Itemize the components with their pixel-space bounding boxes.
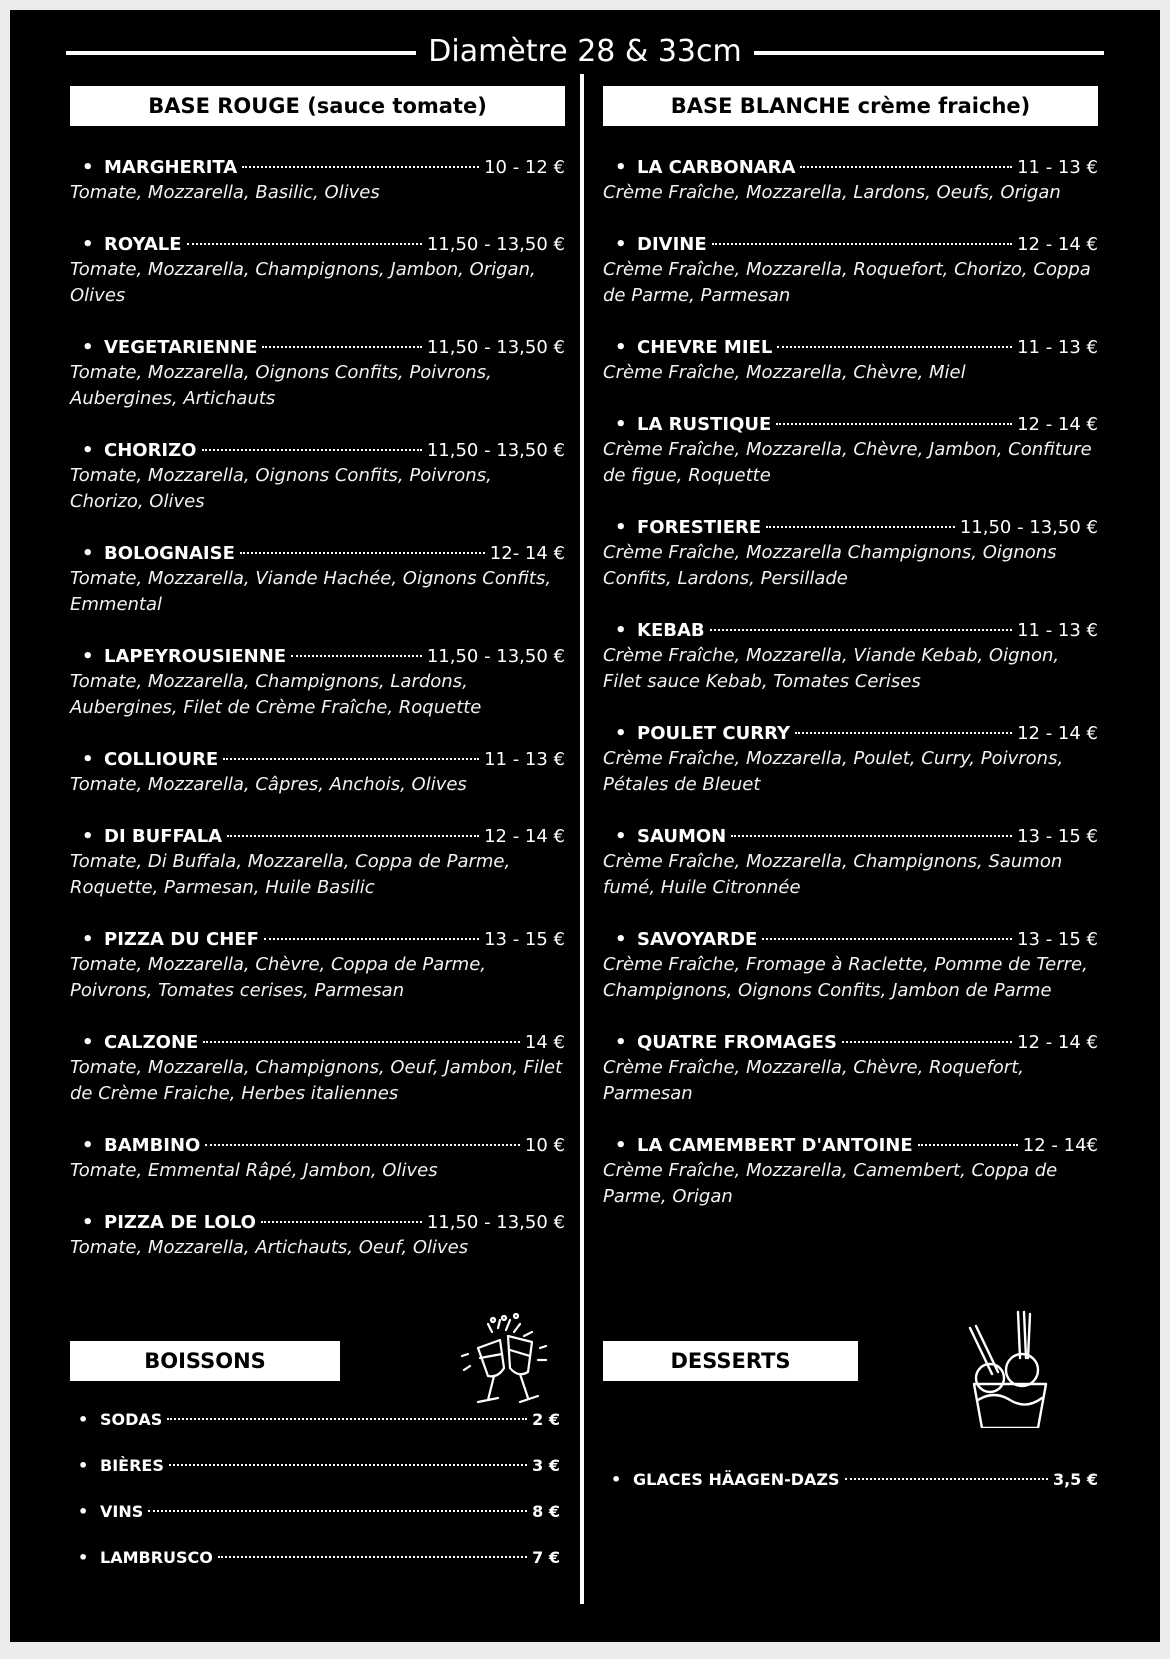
menu-item-header <box>70 748 565 772</box>
item-name: SAVOYARDE <box>637 929 758 950</box>
menu-page <box>10 10 1160 1642</box>
menu-item <box>70 1456 560 1502</box>
item-name: BIÈRES <box>100 1456 164 1475</box>
bullet: • <box>82 157 94 178</box>
champagne-toast-icon <box>448 1310 560 1426</box>
menu-item <box>70 439 565 515</box>
item-description: Tomate, Mozzarella, Chèvre, Coppa de Parme, Poivrons, Tomates cerises, Parmesan <box>70 954 486 1001</box>
item-name: BOLOGNAISE <box>104 543 235 564</box>
menu-item <box>70 645 565 721</box>
leader-dots <box>167 1418 527 1420</box>
bullet: • <box>82 1135 94 1156</box>
leader-dots <box>262 346 421 348</box>
item-name: LA CARBONARA <box>637 157 796 178</box>
menu-item <box>70 156 565 206</box>
menu-item <box>70 542 565 618</box>
menu-item-header <box>603 336 1098 360</box>
leader-dots <box>223 758 479 760</box>
item-description: Tomate, Di Buffala, Mozzarella, Coppa de Parme, Roquette, Parmesan, Huile Basilic <box>70 851 511 898</box>
item-price: 13 - 15 € <box>1017 826 1098 847</box>
leader-dots <box>777 346 1012 348</box>
bullet: • <box>78 1548 89 1567</box>
menu-item-header <box>70 542 565 566</box>
item-description: Crème Fraîche, Mozzarella, Lardons, Oeufs, Origan <box>603 182 1061 203</box>
bullet: • <box>615 157 627 178</box>
menu-item-header <box>70 233 565 257</box>
menu-item-header <box>603 928 1098 952</box>
item-price: 3 € <box>532 1456 560 1475</box>
leader-dots <box>776 423 1012 425</box>
item-description: Tomate, Mozzarella, Viande Hachée, Oignons Confits, Emmental <box>70 568 552 615</box>
bullet: • <box>78 1410 89 1429</box>
menu-item <box>70 233 565 309</box>
item-name: QUATRE FROMAGES <box>637 1032 837 1053</box>
item-name: POULET CURRY <box>637 723 791 744</box>
item-description: Crème Fraîche, Fromage à Raclette, Pomme de Terre, Champignons, Oignons Confits, Jambon de Parme <box>603 954 1088 1001</box>
bullet: • <box>82 234 94 255</box>
item-description: Tomate, Mozzarella, Oignons Confits, Poivrons, Aubergines, Artichauts <box>70 362 492 409</box>
menu-item-header <box>603 156 1098 180</box>
menu-item-header <box>70 928 565 952</box>
item-description: Tomate, Mozzarella, Artichauts, Oeuf, Olives <box>70 1237 469 1258</box>
menu-item <box>70 1410 560 1456</box>
item-description: Crème Fraîche, Mozzarella, Chèvre, Jambon, Confiture de figue, Roquette <box>603 439 1092 486</box>
item-description: Tomate, Mozzarella, Champignons, Oeuf, Jambon, Filet de Crème Fraiche, Herbes italiennes <box>70 1057 563 1104</box>
item-price: 13 - 15 € <box>484 929 565 950</box>
item-description: Crème Fraîche, Mozzarella, Camembert, Coppa de Parme, Origan <box>603 1160 1058 1207</box>
menu-item-header <box>603 722 1098 746</box>
bullet: • <box>82 826 94 847</box>
item-price: 14 € <box>524 1032 565 1053</box>
menu-item-header <box>603 1031 1098 1055</box>
leader-dots <box>766 526 955 528</box>
bullet: • <box>615 1135 627 1156</box>
bullet: • <box>82 543 94 564</box>
item-price: 10 € <box>524 1135 565 1156</box>
menu-item-header <box>70 439 565 463</box>
menu-item <box>70 1134 565 1184</box>
page-title: Diamètre 28 & 33cm <box>10 32 1160 72</box>
bullet: • <box>82 1032 94 1053</box>
menu-item <box>70 1548 560 1594</box>
item-price: 2 € <box>532 1410 560 1429</box>
bullet: • <box>615 234 627 255</box>
item-description: Tomate, Emmental Râpé, Jambon, Olives <box>70 1160 438 1181</box>
item-price: 11 - 13 € <box>1017 157 1098 178</box>
bullet: • <box>82 1212 94 1233</box>
item-name: VEGETARIENNE <box>104 337 258 358</box>
menu-item-header <box>70 825 565 849</box>
item-name: LA RUSTIQUE <box>637 414 772 435</box>
bullet: • <box>78 1502 89 1521</box>
item-name: FORESTIERE <box>637 517 762 538</box>
menu-item <box>603 1470 1098 1516</box>
right-items <box>603 156 1098 1210</box>
item-name: GLACES HÄAGEN-DAZS <box>633 1470 840 1489</box>
leader-dots <box>205 1144 520 1146</box>
bullet: • <box>611 1470 622 1489</box>
item-description: Tomate, Mozzarella, Basilic, Olives <box>70 182 380 203</box>
item-name: CHORIZO <box>104 440 197 461</box>
menu-item <box>70 1211 565 1261</box>
leader-dots <box>169 1464 527 1466</box>
leader-dots <box>710 629 1012 631</box>
menu-item <box>603 928 1098 1004</box>
menu-item <box>70 825 565 901</box>
leader-dots <box>227 835 479 837</box>
menu-item <box>603 516 1098 592</box>
item-name: KEBAB <box>637 620 705 641</box>
item-price: 12- 14 € <box>489 543 565 564</box>
bullet: • <box>82 646 94 667</box>
item-description: Crème Fraîche, Mozzarella, Champignons, Saumon fumé, Huile Citronnée <box>603 851 1063 898</box>
item-description: Crème Fraîche, Mozzarella, Poulet, Curry, Poivrons, Pétales de Bleuet <box>603 748 1064 795</box>
menu-item <box>603 722 1098 798</box>
left-column <box>70 86 565 1288</box>
item-name: DIVINE <box>637 234 707 255</box>
menu-item-header <box>603 413 1098 437</box>
bullet: • <box>615 337 627 358</box>
menu-item-header <box>70 1211 565 1235</box>
menu-item-header <box>603 825 1098 849</box>
menu-item <box>70 928 565 1004</box>
item-description: Tomate, Mozzarella, Champignons, Jambon, Origan, Olives <box>70 259 536 306</box>
item-price: 12 - 14 € <box>1017 234 1098 255</box>
item-description: Crème Fraîche, Mozzarella, Viande Kebab, Oignon, Filet sauce Kebab, Tomates Cerises <box>603 645 1060 692</box>
menu-item <box>603 336 1098 386</box>
item-name: CHEVRE MIEL <box>637 337 773 358</box>
bullet: • <box>82 749 94 770</box>
bullet: • <box>82 929 94 950</box>
leader-dots <box>795 732 1012 734</box>
item-price: 11 - 13 € <box>1017 620 1098 641</box>
menu-item <box>70 1031 565 1107</box>
desserts-heading: DESSERTS <box>603 1341 858 1381</box>
bullet: • <box>615 517 627 538</box>
item-description: Tomate, Mozzarella, Oignons Confits, Poivrons, Chorizo, Olives <box>70 465 492 512</box>
item-price: 11,50 - 13,50 € <box>426 337 565 358</box>
menu-item <box>603 233 1098 309</box>
menu-item <box>70 748 565 798</box>
menu-item <box>603 413 1098 489</box>
leader-dots <box>264 938 479 940</box>
leader-dots <box>762 938 1012 940</box>
menu-item-header <box>603 233 1098 257</box>
item-price: 11,50 - 13,50 € <box>426 234 565 255</box>
leader-dots <box>218 1556 527 1558</box>
menu-item-header <box>70 336 565 360</box>
menu-item <box>603 825 1098 901</box>
item-name: LA CAMEMBERT D'ANTOINE <box>637 1135 913 1156</box>
item-description: Tomate, Mozzarella, Champignons, Lardons, Aubergines, Filet de Crème Fraîche, Roquette <box>70 671 482 718</box>
item-price: 12 - 14 € <box>1017 1032 1098 1053</box>
item-price: 12 - 14 € <box>1017 414 1098 435</box>
menu-item-header <box>70 1031 565 1055</box>
leader-dots <box>845 1478 1048 1480</box>
menu-item-header <box>70 1134 565 1158</box>
item-price: 12 - 14 € <box>484 826 565 847</box>
ice-cream-cup-icon <box>960 1308 1060 1432</box>
item-price: 13 - 15 € <box>1017 929 1098 950</box>
item-name: VINS <box>100 1502 144 1521</box>
item-price: 11,50 - 13,50 € <box>426 440 565 461</box>
item-price: 11,50 - 13,50 € <box>426 646 565 667</box>
leader-dots <box>148 1510 527 1512</box>
leader-dots <box>731 835 1012 837</box>
item-name: PIZZA DE LOLO <box>104 1212 256 1233</box>
drinks-list <box>70 1410 560 1594</box>
column-divider <box>580 74 584 1604</box>
item-name: ROYALE <box>104 234 182 255</box>
bullet: • <box>615 826 627 847</box>
menu-item <box>603 156 1098 206</box>
leader-dots <box>242 166 479 168</box>
menu-item <box>603 619 1098 695</box>
menu-item-header <box>70 645 565 669</box>
leader-dots <box>240 552 485 554</box>
leader-dots <box>842 1041 1012 1043</box>
leader-dots <box>203 1041 520 1043</box>
leader-dots <box>712 243 1012 245</box>
leader-dots <box>800 166 1012 168</box>
item-description: Crème Fraîche, Mozzarella, Chèvre, Miel <box>603 362 966 383</box>
item-price: 3,5 € <box>1052 1470 1098 1489</box>
item-name: SODAS <box>100 1410 163 1429</box>
item-description: Crème Fraîche, Mozzarella Champignons, Oignons Confits, Lardons, Persillade <box>603 542 1057 589</box>
left-section-heading: BASE ROUGE (sauce tomate) <box>70 86 565 126</box>
item-name: COLLIOURE <box>104 749 219 770</box>
bullet: • <box>615 929 627 950</box>
bullet: • <box>78 1456 89 1475</box>
item-name: CALZONE <box>104 1032 199 1053</box>
item-price: 10 - 12 € <box>484 157 565 178</box>
item-description: Crème Fraîche, Mozzarella, Chèvre, Roquefort, Parmesan <box>603 1057 1024 1104</box>
leader-dots <box>918 1144 1018 1146</box>
item-name: PIZZA DU CHEF <box>104 929 259 950</box>
menu-item <box>70 1502 560 1548</box>
bullet: • <box>615 414 627 435</box>
item-name: MARGHERITA <box>104 157 238 178</box>
left-items <box>70 156 565 1261</box>
menu-item-header <box>603 619 1098 643</box>
item-price: 7 € <box>532 1548 560 1567</box>
item-price: 11,50 - 13,50 € <box>959 517 1098 538</box>
item-price: 11 - 13 € <box>484 749 565 770</box>
menu-item <box>603 1134 1098 1210</box>
right-column <box>603 86 1098 1237</box>
bullet: • <box>615 1032 627 1053</box>
leader-dots <box>291 655 422 657</box>
desserts-list <box>603 1470 1098 1516</box>
leader-dots <box>202 449 422 451</box>
menu-item <box>70 336 565 412</box>
item-price: 8 € <box>532 1502 560 1521</box>
leader-dots <box>187 243 422 245</box>
item-name: LAMBRUSCO <box>100 1548 213 1567</box>
bullet: • <box>615 723 627 744</box>
right-section-heading: BASE BLANCHE crème fraiche) <box>603 86 1098 126</box>
bullet: • <box>82 440 94 461</box>
menu-item-header <box>70 156 565 180</box>
item-name: LAPEYROUSIENNE <box>104 646 287 667</box>
item-description: Tomate, Mozzarella, Câpres, Anchois, Olives <box>70 774 467 795</box>
drinks-heading: BOISSONS <box>70 1341 340 1381</box>
leader-dots <box>261 1221 422 1223</box>
bullet: • <box>82 337 94 358</box>
item-price: 12 - 14 € <box>1017 723 1098 744</box>
item-name: SAUMON <box>637 826 727 847</box>
item-name: BAMBINO <box>104 1135 201 1156</box>
menu-item-header <box>603 516 1098 540</box>
item-name: DI BUFFALA <box>104 826 223 847</box>
bullet: • <box>615 620 627 641</box>
item-price: 12 - 14€ <box>1022 1135 1098 1156</box>
item-price: 11 - 13 € <box>1017 337 1098 358</box>
item-description: Crème Fraîche, Mozzarella, Roquefort, Chorizo, Coppa de Parme, Parmesan <box>603 259 1091 306</box>
menu-item <box>603 1031 1098 1107</box>
menu-item-header <box>603 1134 1098 1158</box>
item-price: 11,50 - 13,50 € <box>426 1212 565 1233</box>
